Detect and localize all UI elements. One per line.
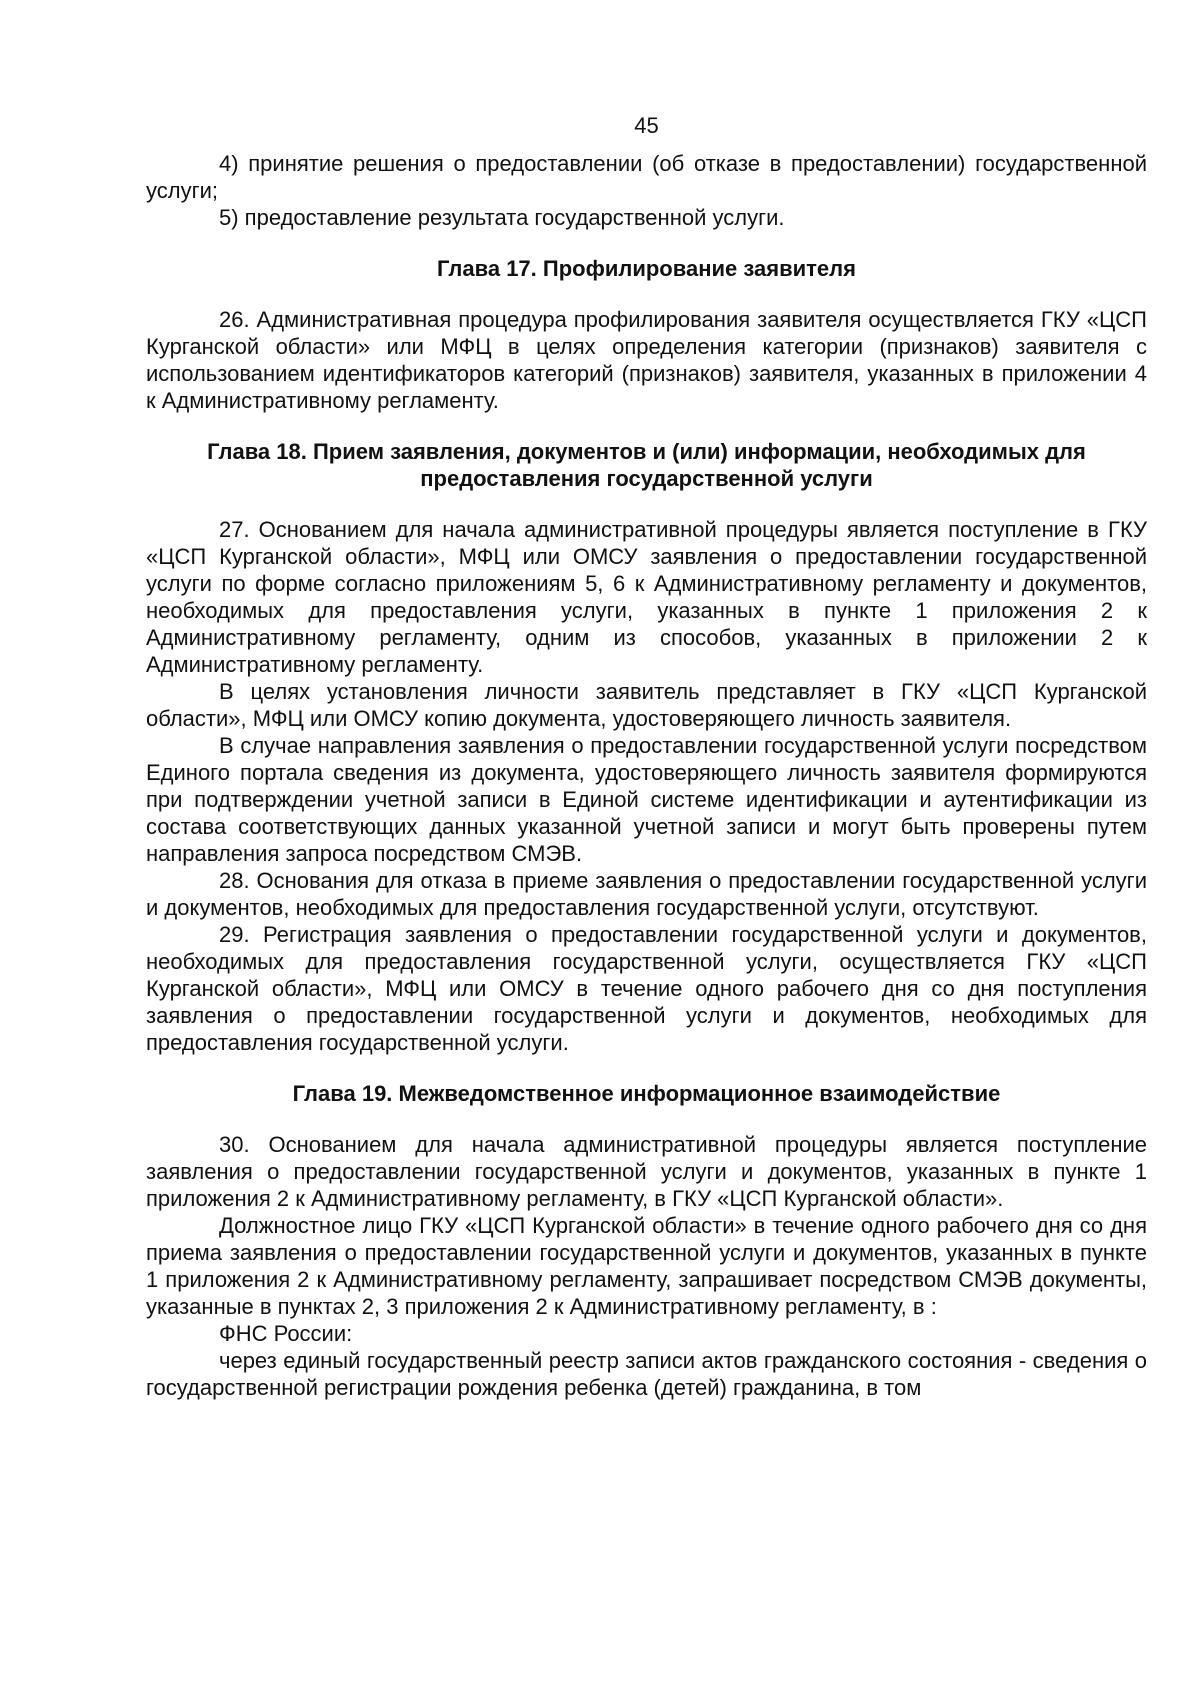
paragraph-28: 28. Основания для отказа в приеме заявления о предоставлении государственной услуги и документов, необходимых для предоставления государственной услуги, отсутствуют. [146, 868, 1147, 920]
paragraph-30-official: Должностное лицо ГКУ «ЦСП Курганской области» в течение одного рабочего дня со дня приема заявления о предоставлении государственной услуги и документов, указанных в пункте 1 приложения 2 к Административному регламенту, запрашивает посредством СМЭВ документы, указанные в пунктах 2, 3 приложения 2 к Административному регламенту, в : [146, 1213, 1147, 1319]
paragraph-30-registry: через единый государственный реестр записи актов гражданского состояния - сведения о государственной регистрации рождения ребенка (детей) гражданина, в том [146, 1348, 1147, 1400]
chapter-18-heading: Глава 18. Прием заявления, документов и (или) информации, необходимых для предоставления государственной услуги [207, 439, 1086, 491]
paragraph-30: 30. Основанием для начала административной процедуры является поступление заявления о предоставлении государственной услуги и документов, указанных в пункте 1 приложения 2 к Административному регламенту, в ГКУ «ЦСП Курганской области». [146, 1132, 1147, 1211]
chapter-19-heading: Глава 19. Межведомственное информационное взаимодействие [292, 1081, 1001, 1106]
paragraph-30-fns: ФНС России: [219, 1321, 353, 1346]
paragraph-26: 26. Административная процедура профилирования заявителя осуществляется ГКУ «ЦСП Курганской области» или МФЦ в целях определения категории (признаков) заявителя с использованием идентификаторов категорий (признаков) заявителя, указанных в приложении 4 к Административному регламенту. [146, 307, 1147, 413]
list-item-5: 5) предоставление результата государственной услуги. [219, 205, 785, 230]
paragraph-29: 29. Регистрация заявления о предоставлении государственной услуги и документов, необходимых для предоставления государственной услуги, осуществляется ГКУ «ЦСП Курганской области», МФЦ или ОМСУ в течение одного рабочего дня со дня поступления заявления о предоставлении государственной услуги и документов, необходимых для предоставления государственной услуги. [146, 922, 1147, 1055]
paragraph-27-portal: В случае направления заявления о предоставлении государственной услуги посредством Единого портала сведения из документа, удостоверяющего личность заявителя формируются при подтверждении учетной записи в Единой системе идентификации и аутентификации из состава соответствующих данных указанной учетной записи и могут быть проверены путем направления запроса посредством СМЭВ. [146, 733, 1147, 866]
paragraph-27-identity: В целях установления личности заявитель представляет в ГКУ «ЦСП Курганской области», МФЦ или ОМСУ копию документа, удостоверяющего личность заявителя. [146, 679, 1147, 731]
list-item-4: 4) принятие решения о предоставлении (об отказе в предоставлении) государственной услуги; [146, 151, 1147, 203]
paragraph-27: 27. Основанием для начала административной процедуры является поступление в ГКУ «ЦСП Курганской области», МФЦ или ОМСУ заявления о предоставлении государственной услуги по форме согласно приложениям 5, 6 к Административному регламенту и документов, необходимых для предоставления услуги, указанных в пункте 1 приложения 2 к Административному регламенту, одним из способов, указанных в приложении 2 к Административному регламенту. [146, 517, 1147, 677]
page-number: 45 [634, 113, 659, 138]
chapter-17-heading: Глава 17. Профилирование заявителя [437, 256, 856, 281]
document-page [146, 112, 1147, 1401]
